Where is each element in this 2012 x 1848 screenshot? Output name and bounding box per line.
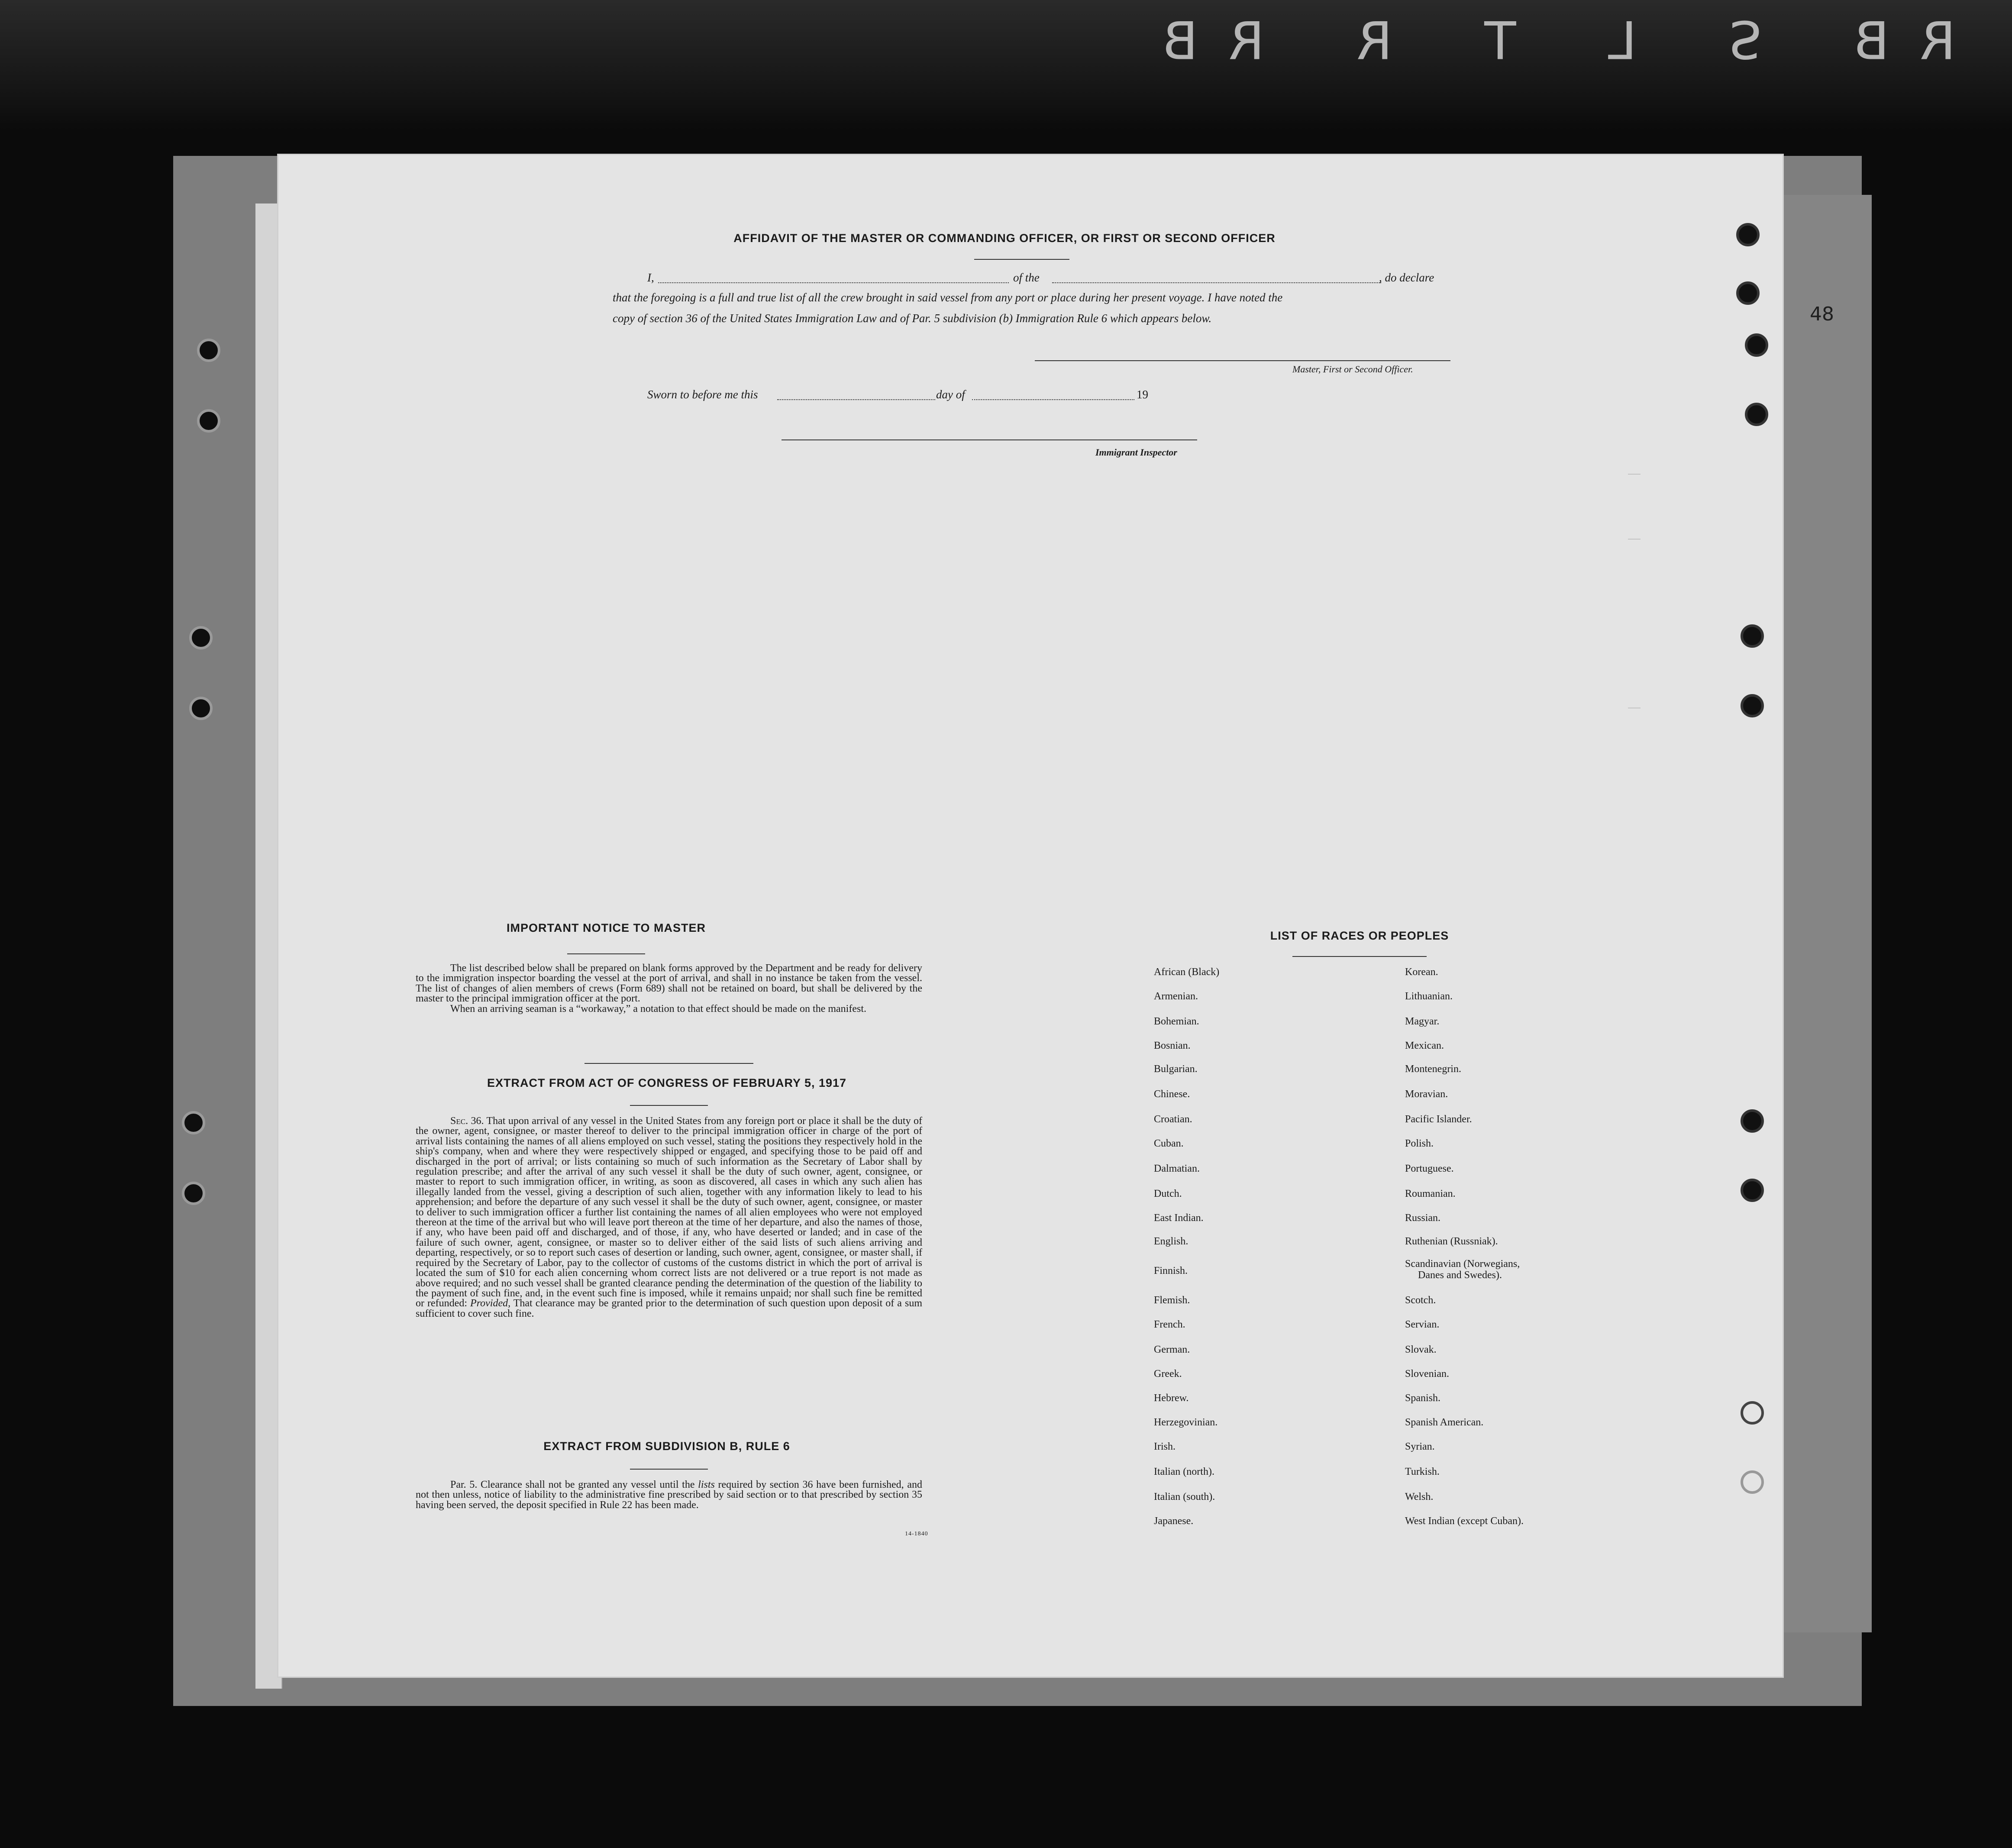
- act-divider: [630, 1105, 708, 1106]
- binder-hole: [1741, 1470, 1764, 1494]
- race-item: Spanish American.: [1405, 1417, 1484, 1428]
- race-item: Russian.: [1405, 1212, 1441, 1224]
- race-item: Italian (north).: [1154, 1466, 1214, 1477]
- race-item: Danes and Swedes).: [1418, 1270, 1502, 1281]
- race-item: Ruthenian (Russniak).: [1405, 1236, 1498, 1247]
- provided-term: Provided,: [470, 1298, 511, 1309]
- binder-hole: [197, 339, 220, 362]
- race-item: Welsh.: [1405, 1491, 1434, 1502]
- affidavit-line-3: copy of section 36 of the United States Immigration Law and of Par. 5 subdivision (b) Immigration Rule 6 which appears below.: [613, 312, 1212, 325]
- race-item: Hebrew.: [1154, 1392, 1189, 1404]
- rule-extract-title: EXTRACT FROM SUBDIVISION B, RULE 6: [543, 1440, 790, 1453]
- binder-hole: [1741, 694, 1764, 717]
- film-strip-header: [0, 0, 2012, 130]
- affidavit-line-2: that the foregoing is a full and true list of all the crew brought in said vessel from any port or place during her present voyage. I have noted the: [613, 291, 1283, 304]
- notice-divider: [567, 953, 645, 954]
- signature-label: Master, First or Second Officer.: [1292, 364, 1413, 375]
- film-frame-code: ꓭꓤ ꓤ ꓕ ꓶ ꓢ ꓭꓤ: [1162, 9, 1986, 69]
- signature-line: [1035, 360, 1450, 361]
- race-item: Polish.: [1405, 1138, 1434, 1149]
- binder-hole: [1741, 1401, 1764, 1425]
- rule-divider: [630, 1469, 708, 1470]
- race-item: Scotch.: [1405, 1295, 1436, 1306]
- race-item: Bulgarian.: [1154, 1063, 1198, 1075]
- race-item: East Indian.: [1154, 1212, 1204, 1224]
- binder-hole: [1745, 403, 1768, 426]
- day-fill-line: [777, 399, 935, 400]
- races-divider: [1292, 956, 1427, 957]
- rule-text-end: required by section 36 have been furnished, and not then unless, notice of liability to the administrative fine prescribed by said section or to that prescribed by section 35 having been served, the deposit specified in Rule 22 has been made.: [416, 1479, 923, 1511]
- race-item: Pacific Islander.: [1405, 1114, 1472, 1125]
- race-item: Spanish.: [1405, 1392, 1441, 1404]
- binder-hole: [1741, 624, 1764, 648]
- rule-text-start: Par. 5. Clearance shall not be granted any vessel until the: [450, 1479, 698, 1490]
- affidavit-line-1-start: I,: [647, 271, 654, 284]
- race-item: Chinese.: [1154, 1089, 1190, 1100]
- race-item: Scandinavian (Norwegians,: [1405, 1258, 1520, 1270]
- binder-hole: [1741, 1179, 1764, 1202]
- act-extract-body: [416, 1116, 922, 1319]
- race-item: Turkish.: [1405, 1466, 1440, 1477]
- section-divider: [585, 1063, 753, 1064]
- notice-title: IMPORTANT NOTICE TO MASTER: [507, 921, 706, 934]
- binder-hole: [1741, 1109, 1764, 1133]
- race-item: Croatian.: [1154, 1114, 1192, 1125]
- bleed-through-text: ——: [1628, 468, 1641, 480]
- notice-paragraph-2: When an arriving seaman is a “workaway,” a notation to that effect should be made on the manifest.: [450, 1003, 866, 1014]
- race-item: Moravian.: [1405, 1089, 1448, 1100]
- race-item: Bosnian.: [1154, 1040, 1191, 1051]
- bleed-through-text: ——: [1628, 533, 1641, 545]
- race-item: Mexican.: [1405, 1040, 1444, 1051]
- race-item: Armenian.: [1154, 991, 1198, 1002]
- race-item: Slovenian.: [1405, 1368, 1449, 1380]
- race-item: Roumanian.: [1405, 1188, 1456, 1199]
- month-fill-line: [972, 399, 1134, 400]
- binder-hole: [182, 1111, 205, 1134]
- race-item: Flemish.: [1154, 1295, 1190, 1306]
- race-item: Montenegrin.: [1405, 1063, 1461, 1075]
- sworn-text-start: Sworn to before me this: [647, 388, 758, 401]
- notice-body: [416, 963, 922, 1014]
- race-item: French.: [1154, 1319, 1185, 1330]
- manifest-page: [277, 154, 1784, 1678]
- name-fill-line: [658, 282, 1009, 283]
- race-item: Herzegovinian.: [1154, 1417, 1218, 1428]
- sworn-text-mid: day of: [936, 388, 965, 401]
- affidavit-line-1-end: , do declare: [1379, 271, 1434, 284]
- bleed-through-text: ——: [1628, 701, 1641, 714]
- notice-paragraph-1: The list described below shall be prepared on blank forms approved by the Department and be ready for delivery to the immigration inspector boarding the vessel at the port of arrival, and shall in no instance be taken from the vessel. The list of changes of alien members of crews (Form 689) shall not be retained on board, but shall be delivered by the master to the principal immigration officer at the port.: [416, 963, 922, 1005]
- affidavit-line-1-mid: of the: [1013, 271, 1040, 284]
- race-item: Portuguese.: [1405, 1163, 1454, 1174]
- binder-hole: [1736, 223, 1760, 246]
- race-item: Slovak.: [1405, 1344, 1437, 1355]
- binder-hole: [189, 697, 213, 720]
- binder-hole: [189, 626, 213, 649]
- race-item: Italian (south).: [1154, 1491, 1215, 1502]
- binder-hole: [182, 1182, 205, 1205]
- affidavit-title: AFFIDAVIT OF THE MASTER OR COMMANDING OFFICER, OR FIRST OR SECOND OFFICER: [733, 232, 1276, 245]
- binder-hole: [197, 409, 220, 433]
- inspector-signature-line: [782, 439, 1197, 440]
- race-item: Dalmatian.: [1154, 1163, 1200, 1174]
- title-divider: [974, 259, 1069, 260]
- binder-hole: [1745, 333, 1768, 357]
- race-item: Japanese.: [1154, 1515, 1194, 1527]
- sworn-text-year: 19: [1137, 388, 1148, 401]
- race-item: Bohemian.: [1154, 1016, 1199, 1027]
- act-extract-title: EXTRACT FROM ACT OF CONGRESS OF FEBRUARY 5, 1917: [487, 1076, 847, 1089]
- race-item: Dutch.: [1154, 1188, 1182, 1199]
- race-item: Magyar.: [1405, 1016, 1440, 1027]
- race-item: German.: [1154, 1344, 1190, 1355]
- race-item: English.: [1154, 1236, 1188, 1247]
- rule-extract-body: [416, 1480, 922, 1510]
- lists-term: lists: [698, 1479, 715, 1490]
- section-36-text-end: That clearance may be granted prior to the determination of such question upon deposit of a sum sufficient to cover such fine.: [416, 1298, 923, 1319]
- race-item: Irish.: [1154, 1441, 1176, 1452]
- race-item: Finnish.: [1154, 1265, 1188, 1276]
- race-item: Lithuanian.: [1405, 991, 1453, 1002]
- vessel-fill-line: [1052, 282, 1381, 283]
- handwritten-page-number: 48: [1810, 303, 1834, 325]
- inspector-label: Immigrant Inspector: [1095, 447, 1177, 458]
- race-item: Syrian.: [1405, 1441, 1435, 1452]
- races-title: LIST OF RACES OR PEOPLES: [1270, 929, 1449, 942]
- section-36-text: That upon arrival of any vessel in the United States from any foreign port or place it shall be the duty of the owner, agent, consignee, or master thereof to deliver to the principal immigration officer in charge of the port of arrival lists containing the names of all aliens employed on such vessel, stating the positions they respectively hold in the ship's company, when and where they were respectively shipped or engaged, and specifying those to be paid off and discharged in the port of arrival; or lists containing so much of such information as the Secretary of Labor shall by regulation prescribe; and after the arrival of any such vessel it shall be the duty of such owner, agent, consignee, or master to report to such immigration officer, in writing, as soon as discovered, all cases in which any such alien has illegally landed from the vessel, giving a description of such alien, together with any information likely to lead to his apprehension; and before the departure of any such vessel it shall be the duty of such owner, agent, consignee, or master to deliver to such immigration officer a further list containing the names of all alien employees who were not employed thereon at the time of the arrival but who will leave port thereon at the time of her departure, and also the names of those, if any, who have been paid off and discharged, and of those, if any, who have deserted or landed; and in case of the failure of such owner, agent, consignee, or master so to deliver either of the said lists of such aliens arriving and departing, respectively, or so to report such cases of desertion or landing, such owner, agent, consignee, or master shall, if required by the Secretary of Labor, pay to the collector of customs of the customs district in which the port of arrival is located the sum of $10 for each alien concerning whom correct lists are not delivered or a true report is not made as above required; and no such vessel shall be granted clearance pending the determination of the question of the liability to the payment of such fine, and, in the event such fine is imposed, while it remains unpaid; nor shall such fine be remitted or refunded:: [416, 1115, 922, 1309]
- race-item: Greek.: [1154, 1368, 1182, 1380]
- race-item: West Indian (except Cuban).: [1405, 1515, 1524, 1527]
- form-code: 14-1840: [905, 1531, 928, 1537]
- section-label: Sec. 36.: [450, 1115, 484, 1127]
- race-item: Korean.: [1405, 966, 1438, 978]
- race-item: Cuban.: [1154, 1138, 1184, 1149]
- race-item: Servian.: [1405, 1319, 1440, 1330]
- binder-hole: [1736, 281, 1760, 305]
- race-item: African (Black): [1154, 966, 1220, 978]
